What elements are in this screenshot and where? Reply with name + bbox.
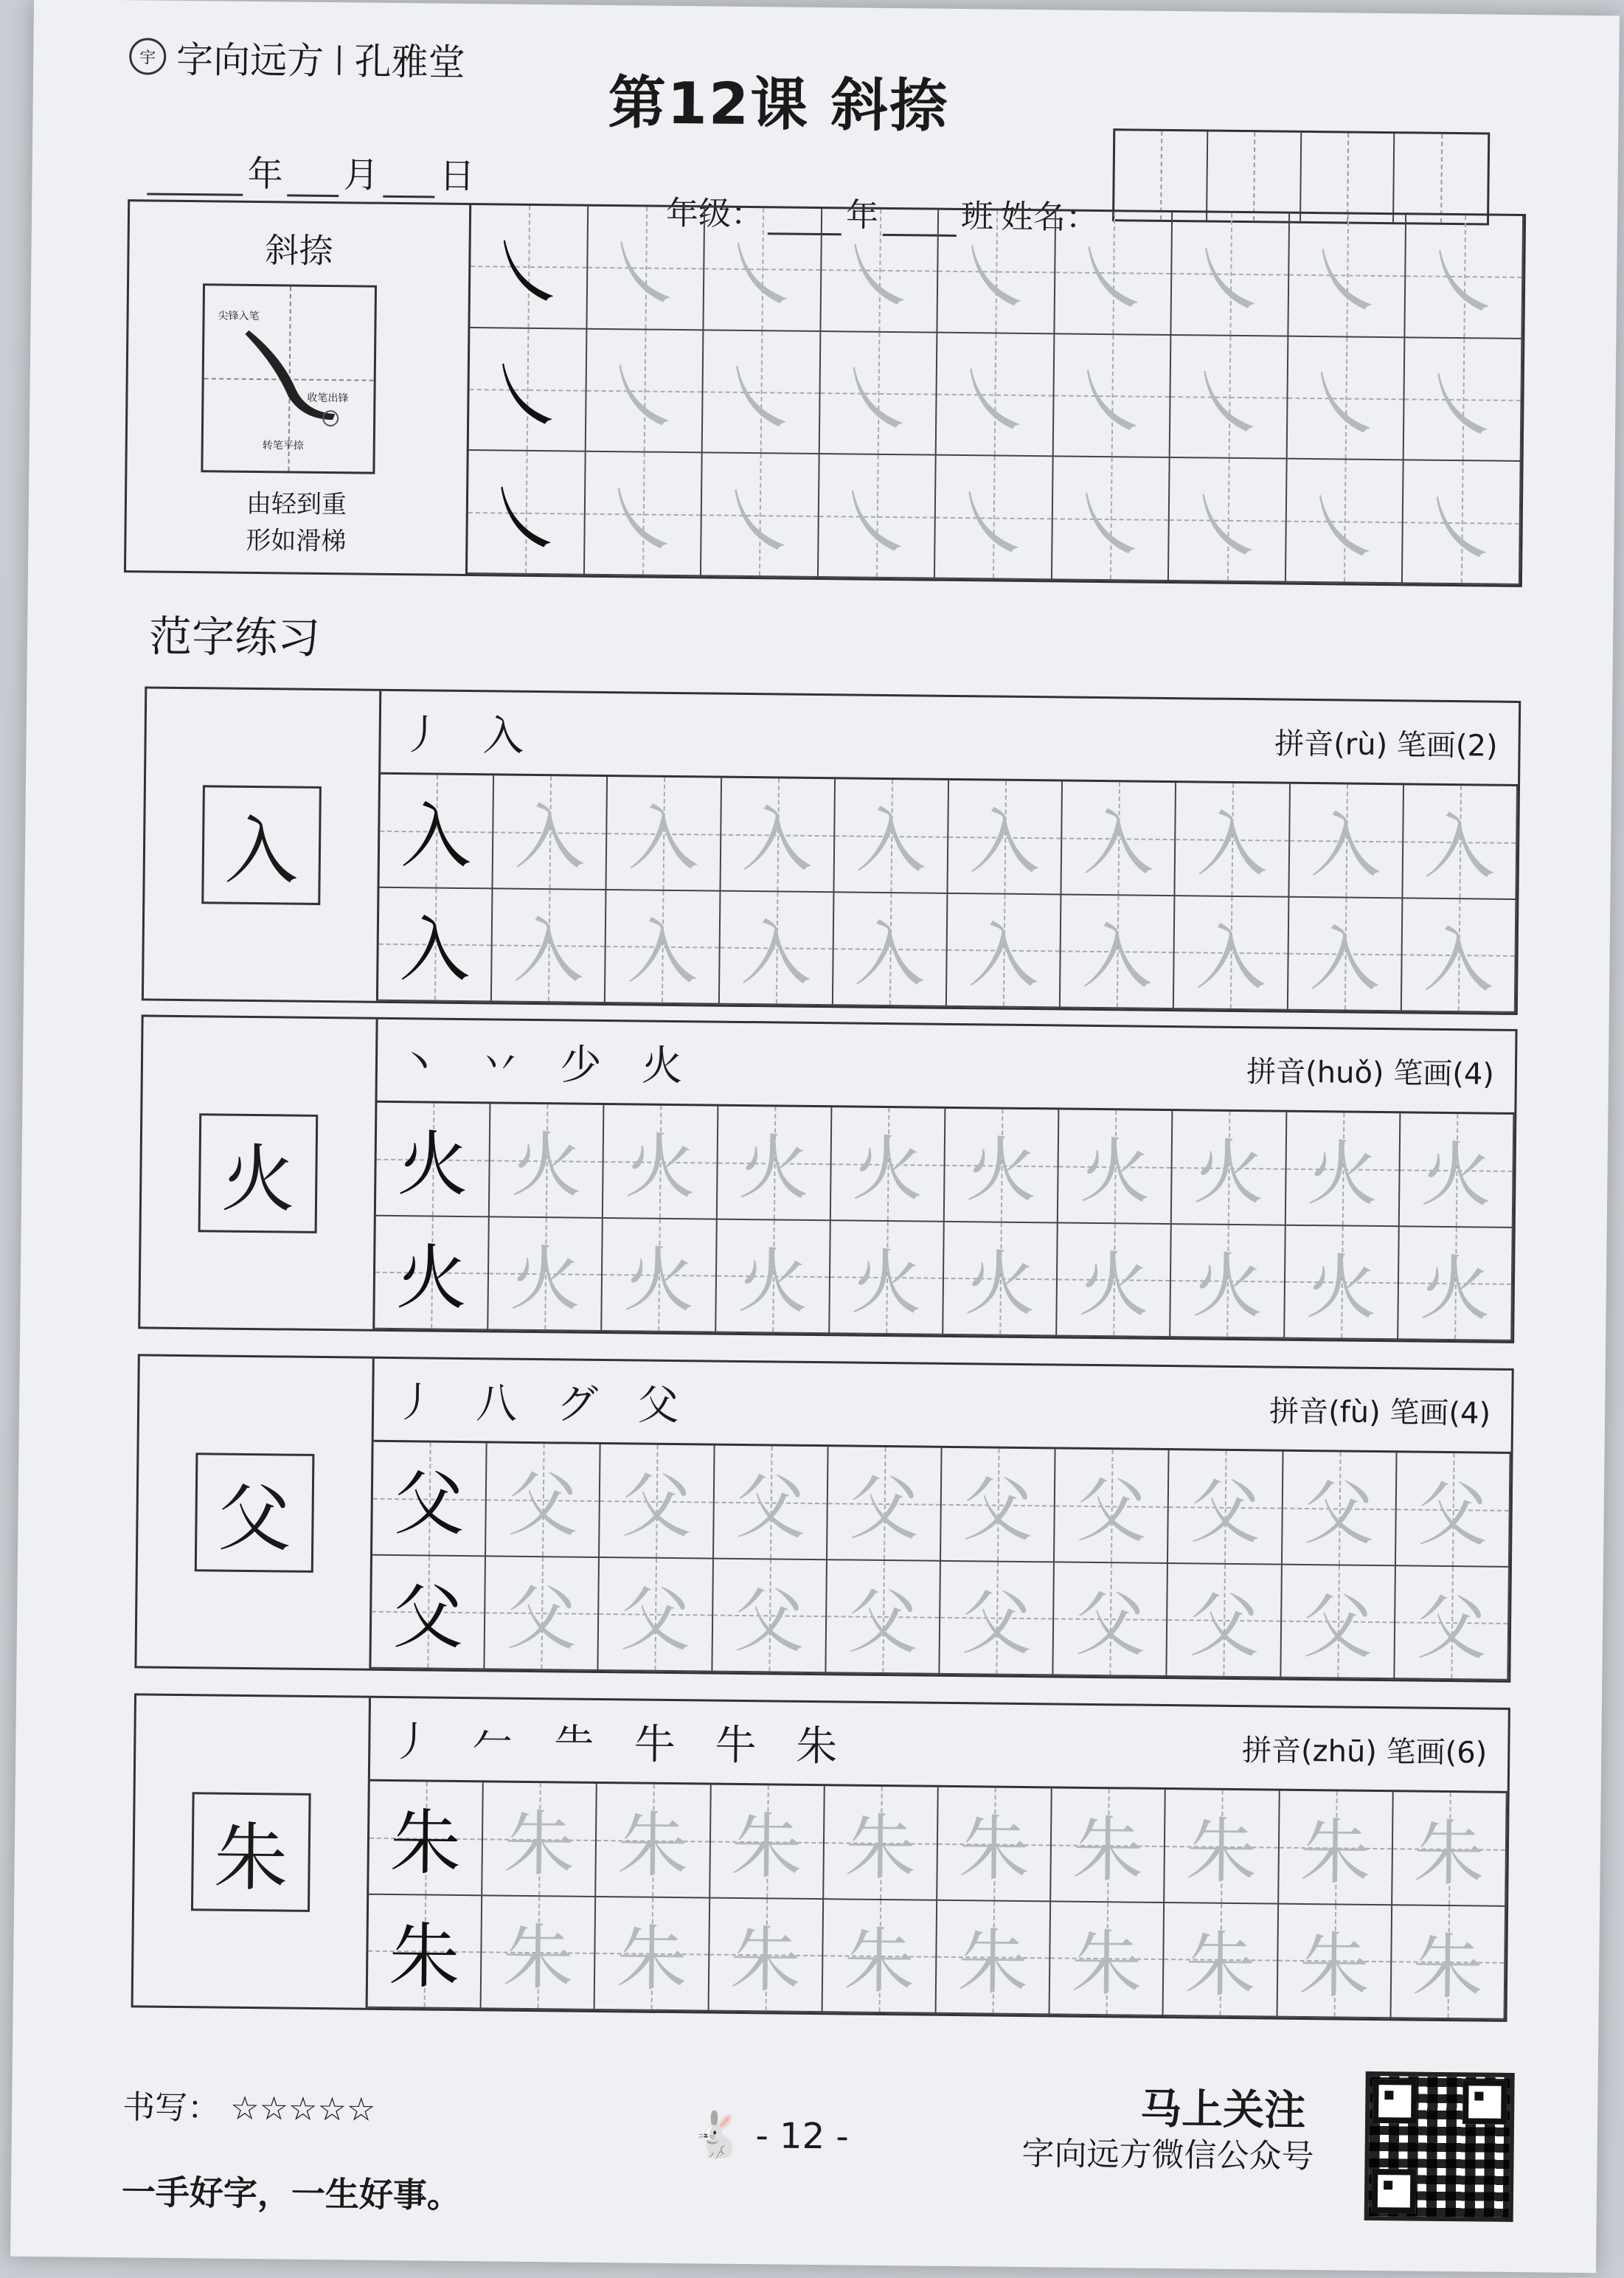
stroke-name: 斜捺 — [265, 230, 333, 271]
stroke-glyph: ㇏ — [1186, 478, 1269, 575]
month-label: 月 — [343, 154, 379, 196]
practice-char: 入 — [513, 795, 586, 879]
stroke-tip-1: 由轻到重 — [246, 488, 347, 520]
model-area — [144, 688, 381, 1000]
model-char: 入 — [201, 785, 322, 905]
practice-char: 朱 — [957, 1920, 1029, 2004]
practice-cell[interactable] — [1050, 1902, 1165, 2016]
practice-char: 父 — [1189, 1470, 1261, 1554]
practice-char: 火 — [738, 1126, 810, 1211]
practice-cell[interactable] — [490, 1104, 605, 1218]
practice-cell[interactable] — [1057, 1223, 1172, 1337]
practice-char: 父 — [1302, 1585, 1374, 1669]
stroke-cell[interactable] — [1286, 460, 1404, 584]
stroke-glyph: ㇏ — [721, 227, 804, 324]
page-number-text: - 12 - — [755, 2114, 850, 2158]
practice-char: 朱 — [729, 1918, 802, 2002]
name-cell[interactable] — [1301, 133, 1395, 222]
practice-cell[interactable] — [492, 889, 607, 1003]
stroke-glyph: ㇏ — [1189, 232, 1271, 328]
practice-char: 朱 — [388, 1914, 461, 1998]
stroke-glyph: ㇏ — [604, 226, 687, 322]
practice-area — [368, 1698, 1508, 2020]
practice-char: 父 — [505, 1576, 577, 1661]
practice-char: 朱 — [503, 1802, 575, 1886]
stroke-cell[interactable] — [935, 456, 1053, 580]
practice-cell[interactable] — [831, 1107, 946, 1222]
year-blank[interactable] — [147, 163, 243, 195]
practice-char: 入 — [1196, 803, 1269, 887]
practice-cell[interactable] — [1395, 1566, 1510, 1680]
practice-char: 朱 — [389, 1801, 462, 1886]
stroke-glyph: ㇏ — [718, 474, 801, 570]
stroke-glyph: ㇏ — [1305, 234, 1388, 330]
practice-char: 火 — [622, 1239, 695, 1323]
stroke-glyph: ㇏ — [720, 350, 802, 446]
stroke-glyph: ㇏ — [1304, 356, 1387, 453]
stroke-cell[interactable] — [937, 333, 1055, 457]
stroke-cell[interactable] — [469, 328, 587, 452]
stroke-cell[interactable] — [1055, 211, 1173, 335]
practice-char: 火 — [1305, 1245, 1378, 1329]
practice-cell[interactable] — [1061, 895, 1176, 1009]
practice-char: 父 — [1302, 1472, 1375, 1556]
demo-label-turn: 转笔平捺 — [262, 440, 304, 452]
practice-char: 父 — [1075, 1469, 1148, 1553]
grade-year-label: 年 — [845, 196, 879, 235]
stroke-order: 丿 𠂉 ⺧ 牛 牛 朱 — [391, 1718, 851, 1771]
practice-char: 朱 — [1184, 1923, 1257, 2007]
practice-char: 火 — [624, 1125, 696, 1209]
practice-char: 火 — [964, 1242, 1036, 1326]
stroke-order: 丶 丷 少 火 — [398, 1039, 696, 1091]
stroke-cell[interactable] — [938, 210, 1056, 334]
practice-cell[interactable] — [1165, 1790, 1280, 1904]
demo-label-end: 收笔出锋 — [307, 392, 349, 405]
practice-cell[interactable] — [1062, 781, 1177, 896]
stroke-glyph: ㇏ — [954, 353, 1036, 449]
stroke-glyph: ㇏ — [603, 349, 685, 446]
practice-cell[interactable] — [1174, 896, 1289, 1011]
practice-cell[interactable] — [1171, 1225, 1286, 1339]
model-area — [136, 1356, 374, 1668]
stroke-order-row — [377, 1019, 1515, 1115]
section-title: 范字练习 — [148, 611, 321, 663]
practice-char: 入 — [741, 798, 813, 882]
rabbit-icon: 🐇 — [690, 2109, 746, 2162]
month-blank[interactable] — [287, 165, 339, 197]
practice-cell[interactable] — [603, 1105, 718, 1219]
brand-divider: | — [334, 41, 344, 76]
practice-cell[interactable] — [486, 1443, 601, 1557]
char-block — [131, 1693, 1510, 2022]
practice-char: 火 — [965, 1129, 1038, 1213]
stroke-glyph: ㇏ — [485, 471, 567, 567]
practice-char: 火 — [1078, 1243, 1150, 1327]
practice-char: 火 — [851, 1127, 924, 1211]
practice-char: 父 — [734, 1466, 806, 1550]
stroke-cell[interactable] — [586, 329, 704, 453]
writing-rating — [122, 2080, 376, 2130]
char-block — [134, 1354, 1513, 1683]
stroke-glyph: ㇏ — [1187, 356, 1270, 451]
practice-cell[interactable] — [824, 1786, 939, 1900]
qr-code-icon[interactable] — [1364, 2071, 1515, 2222]
practice-cell[interactable] — [1168, 1450, 1283, 1565]
stroke-cell[interactable] — [1170, 336, 1288, 460]
pinyin-strokes: 拼音(huǒ) 笔画(4) — [1246, 1054, 1495, 1092]
stroke-order: 丿 八 グ 父 — [394, 1379, 693, 1430]
practice-char: 朱 — [617, 1804, 689, 1888]
stroke-cell[interactable] — [468, 451, 586, 575]
practice-cell[interactable] — [941, 1448, 1056, 1562]
practice-cell[interactable] — [1402, 899, 1517, 1013]
practice-cell[interactable] — [943, 1222, 1058, 1336]
stroke-cell[interactable] — [1052, 457, 1170, 581]
model-char: 朱 — [191, 1792, 311, 1912]
practice-char: 朱 — [502, 1916, 575, 2000]
stroke-order-row — [374, 1359, 1512, 1454]
pinyin-strokes: 拼音(fù) 笔画(4) — [1269, 1394, 1491, 1431]
practice-char: 火 — [1306, 1132, 1378, 1216]
practice-char: 入 — [853, 913, 926, 997]
practice-cell[interactable] — [830, 1221, 945, 1335]
practice-cell[interactable] — [1288, 897, 1403, 1011]
practice-char: 火 — [737, 1239, 809, 1323]
practice-cell[interactable] — [493, 775, 608, 890]
practice-char: 入 — [968, 800, 1041, 884]
stroke-cell[interactable] — [587, 207, 705, 330]
practice-char: 朱 — [616, 1917, 688, 2001]
practice-cell[interactable] — [605, 890, 721, 1005]
practice-char: 父 — [733, 1579, 805, 1663]
stroke-glyph: ㇏ — [1421, 358, 1504, 454]
practice-cell[interactable] — [1398, 1227, 1513, 1341]
practice-cell[interactable] — [1283, 1452, 1398, 1566]
stroke-cell[interactable] — [1288, 336, 1406, 460]
char-block — [142, 686, 1521, 1015]
practice-cell[interactable] — [1054, 1562, 1169, 1677]
brand-header — [129, 30, 465, 86]
char-block — [138, 1014, 1517, 1343]
practice-cell[interactable] — [375, 1216, 490, 1330]
practice-cell[interactable] — [1279, 1791, 1394, 1905]
practice-char: 朱 — [1070, 1922, 1143, 2006]
practice-cell[interactable] — [1055, 1449, 1170, 1563]
practice-char: 入 — [1195, 916, 1267, 1000]
grade-label: 年级： — [665, 194, 764, 234]
practice-char: 火 — [1419, 1247, 1491, 1331]
practice-cell[interactable] — [940, 1561, 1055, 1675]
practice-cell[interactable] — [1164, 1903, 1279, 2018]
practice-char: 父 — [393, 1462, 465, 1546]
practice-cell[interactable] — [937, 1787, 1052, 1902]
stroke-cell[interactable] — [819, 332, 937, 456]
stroke-glyph: ㇏ — [1070, 354, 1153, 450]
star-rating[interactable]: ☆☆☆☆☆ — [229, 2089, 376, 2129]
practice-char: 入 — [1308, 917, 1381, 1001]
practice-char: 入 — [626, 910, 698, 994]
stroke-glyph: ㇏ — [836, 352, 920, 448]
brand-name: 字向远方 — [176, 38, 325, 83]
stroke-glyph: ㇏ — [838, 229, 920, 325]
practice-char: 朱 — [1185, 1810, 1257, 1894]
practice-grid — [375, 1103, 1514, 1341]
stroke-demo — [201, 283, 377, 474]
practice-area — [375, 1019, 1515, 1341]
practice-cell[interactable] — [379, 775, 494, 889]
stroke-cell[interactable] — [584, 452, 702, 576]
practice-char: 父 — [962, 1468, 1034, 1552]
practice-cell[interactable] — [1400, 1113, 1515, 1228]
practice-cell[interactable] — [482, 1782, 597, 1897]
stroke-cell[interactable] — [1169, 458, 1287, 582]
stroke-cell[interactable] — [1403, 461, 1521, 585]
practice-char: 父 — [847, 1580, 919, 1664]
practice-char: 火 — [397, 1123, 469, 1207]
practice-char: 朱 — [844, 1806, 917, 1890]
practice-cell[interactable] — [488, 1217, 603, 1332]
stroke-order-row — [381, 691, 1519, 786]
stroke-cell[interactable] — [1288, 214, 1406, 338]
brand-logo-icon: 宇 — [129, 38, 167, 75]
practice-char: 入 — [1310, 804, 1382, 888]
stroke-cell[interactable] — [470, 205, 588, 329]
date-fields — [142, 144, 475, 198]
stroke-cell[interactable] — [819, 454, 937, 578]
practice-cell[interactable] — [1285, 1112, 1401, 1227]
practice-cell[interactable] — [1051, 1788, 1166, 1903]
stroke-glyph: ㇏ — [1423, 235, 1505, 331]
name-cell[interactable] — [1207, 132, 1301, 221]
practice-char: 父 — [1416, 1472, 1489, 1557]
stroke-demo-icon — [203, 285, 375, 471]
page-number — [690, 2108, 849, 2162]
lesson-title: 第12课 斜捺 — [608, 69, 949, 140]
practice-cell[interactable] — [603, 1219, 718, 1333]
practice-cell[interactable] — [716, 1219, 831, 1334]
practice-cell[interactable] — [833, 893, 948, 1007]
model-area — [133, 1695, 371, 2007]
practice-char: 朱 — [1299, 1811, 1372, 1895]
practice-char: 朱 — [1298, 1924, 1370, 2008]
practice-char: 朱 — [731, 1805, 803, 1889]
stroke-cell[interactable] — [1172, 212, 1290, 336]
name-cell[interactable] — [1114, 131, 1208, 220]
practice-area — [378, 691, 1519, 1013]
practice-cell[interactable] — [600, 1444, 715, 1559]
stroke-glyph: ㇏ — [486, 348, 569, 444]
practice-char: 父 — [1187, 1584, 1260, 1668]
practice-cell[interactable] — [947, 893, 1062, 1008]
practice-cell[interactable] — [371, 1555, 486, 1669]
writing-label: 书写： — [122, 2088, 221, 2128]
stroke-order-row — [370, 1698, 1508, 1793]
practice-cell[interactable] — [1392, 1792, 1507, 1906]
practice-char: 火 — [1420, 1133, 1492, 1217]
stroke-glyph: ㇏ — [1069, 477, 1152, 573]
stroke-glyph: ㇏ — [835, 474, 918, 571]
practice-cell[interactable] — [1403, 785, 1518, 899]
practice-cell[interactable] — [710, 1785, 825, 1900]
stroke-glyph: ㇏ — [487, 225, 570, 321]
practice-char: 火 — [510, 1124, 583, 1208]
partner-name: 孔雅堂 — [354, 40, 465, 84]
practice-char: 父 — [960, 1581, 1033, 1665]
practice-cell[interactable] — [1285, 1225, 1400, 1340]
practice-char: 入 — [628, 797, 700, 881]
practice-cell[interactable] — [485, 1557, 600, 1671]
practice-char: 入 — [1422, 918, 1495, 1003]
stroke-glyph: ㇏ — [955, 230, 1038, 326]
stroke-glyph: ㇏ — [1303, 480, 1386, 575]
practice-cell[interactable] — [945, 1109, 1060, 1223]
practice-char: 入 — [1423, 805, 1496, 889]
practice-char: 入 — [855, 799, 927, 883]
practice-area — [371, 1359, 1511, 1680]
worksheet-page — [10, 0, 1620, 2273]
practice-cell[interactable] — [1289, 784, 1404, 899]
practice-cell[interactable] — [1176, 783, 1291, 897]
practice-char: 父 — [620, 1578, 692, 1662]
stroke-glyph: ㇏ — [952, 476, 1035, 572]
practice-char: 火 — [509, 1237, 581, 1321]
practice-char: 朱 — [958, 1807, 1030, 1891]
practice-cell[interactable] — [368, 1894, 483, 2009]
pinyin-strokes: 拼音(rù) 笔画(2) — [1274, 726, 1498, 764]
follow-text: 马上关注 — [1139, 2085, 1306, 2136]
stroke-cell[interactable] — [1404, 338, 1522, 462]
practice-cell[interactable] — [1172, 1111, 1287, 1225]
stroke-cell[interactable] — [704, 207, 822, 331]
practice-char: 朱 — [1412, 1925, 1484, 2009]
practice-cell[interactable] — [599, 1557, 714, 1672]
stroke-tip-2: 形如滑梯 — [246, 525, 347, 557]
day-label: 日 — [439, 155, 475, 198]
practice-cell[interactable] — [376, 1103, 491, 1217]
practice-char: 父 — [848, 1467, 920, 1551]
stroke-glyph: ㇏ — [1420, 481, 1503, 577]
practice-grid — [368, 1782, 1507, 2020]
practice-char: 父 — [1415, 1586, 1488, 1670]
practice-cell[interactable] — [709, 1898, 824, 2012]
model-area — [140, 1017, 378, 1329]
practice-char: 父 — [507, 1463, 579, 1547]
stroke-grid — [468, 205, 1524, 585]
practice-char: 父 — [392, 1575, 464, 1659]
practice-cell[interactable] — [1277, 1904, 1392, 2018]
practice-grid — [371, 1442, 1510, 1680]
practice-char: 朱 — [843, 1919, 915, 2004]
practice-char: 入 — [399, 907, 471, 991]
practice-cell[interactable] — [719, 891, 834, 1005]
practice-char: 火 — [1193, 1131, 1265, 1215]
practice-cell[interactable] — [714, 1446, 829, 1560]
stroke-glyph: ㇏ — [601, 472, 684, 568]
stroke-cell[interactable] — [821, 209, 939, 333]
practice-char: 火 — [1079, 1130, 1151, 1214]
model-char: 火 — [198, 1113, 319, 1233]
practice-char: 父 — [620, 1464, 693, 1548]
practice-cell[interactable] — [834, 779, 949, 893]
practice-cell[interactable] — [937, 1900, 1052, 2015]
practice-cell[interactable] — [1058, 1109, 1173, 1224]
practice-char: 朱 — [1072, 1808, 1144, 1892]
year-label: 年 — [247, 153, 283, 195]
stroke-cell[interactable] — [701, 454, 819, 578]
stroke-order: 丿 入 — [401, 711, 538, 761]
practice-cell[interactable] — [369, 1782, 484, 1896]
practice-cell[interactable] — [1167, 1564, 1283, 1678]
practice-cell[interactable] — [378, 887, 493, 1002]
pinyin-strokes: 拼音(zhū) 笔画(6) — [1241, 1733, 1488, 1770]
practice-cell[interactable] — [607, 777, 722, 891]
stroke-cell[interactable] — [703, 330, 821, 454]
account-text: 字向远方微信公众号 — [1021, 2135, 1314, 2176]
practice-cell[interactable] — [712, 1559, 827, 1673]
stroke-cell[interactable] — [1053, 334, 1171, 458]
model-char: 父 — [195, 1453, 315, 1573]
stroke-practice-box — [124, 199, 1526, 587]
stroke-info — [126, 201, 471, 574]
practice-char: 火 — [1191, 1244, 1263, 1329]
demo-label-start: 尖锋入笔 — [218, 310, 260, 323]
practice-cell[interactable] — [372, 1442, 487, 1557]
practice-cell[interactable] — [948, 780, 1063, 895]
motto: 一手好字，一生好事。 — [121, 2172, 462, 2216]
practice-cell[interactable] — [717, 1107, 832, 1221]
practice-cell[interactable] — [721, 778, 836, 893]
practice-grid — [378, 775, 1518, 1013]
practice-char: 入 — [740, 911, 812, 995]
practice-cell[interactable] — [827, 1447, 943, 1561]
practice-char: 入 — [968, 913, 1040, 997]
practice-char: 火 — [850, 1241, 923, 1325]
practice-cell[interactable] — [1281, 1565, 1396, 1679]
class-label: 班 — [960, 198, 994, 236]
practice-char: 火 — [395, 1236, 468, 1320]
name-label: 姓名： — [1000, 198, 1099, 237]
practice-char: 入 — [1081, 915, 1153, 999]
stroke-cell[interactable] — [1406, 215, 1524, 339]
practice-cell[interactable] — [597, 1784, 712, 1898]
practice-char: 朱 — [1413, 1812, 1485, 1896]
day-blank[interactable] — [383, 166, 434, 198]
practice-cell[interactable] — [822, 1900, 937, 2014]
practice-cell[interactable] — [595, 1897, 710, 2011]
stroke-glyph: ㇏ — [1072, 231, 1154, 328]
practice-char: 入 — [513, 909, 585, 993]
practice-cell[interactable] — [1391, 1905, 1506, 2020]
practice-char: 入 — [400, 794, 472, 879]
practice-char: 父 — [1074, 1582, 1146, 1666]
practice-cell[interactable] — [482, 1896, 597, 2010]
practice-cell[interactable] — [1396, 1453, 1511, 1567]
practice-cell[interactable] — [826, 1560, 941, 1675]
practice-char: 入 — [1082, 802, 1155, 886]
name-cell[interactable] — [1394, 134, 1488, 223]
